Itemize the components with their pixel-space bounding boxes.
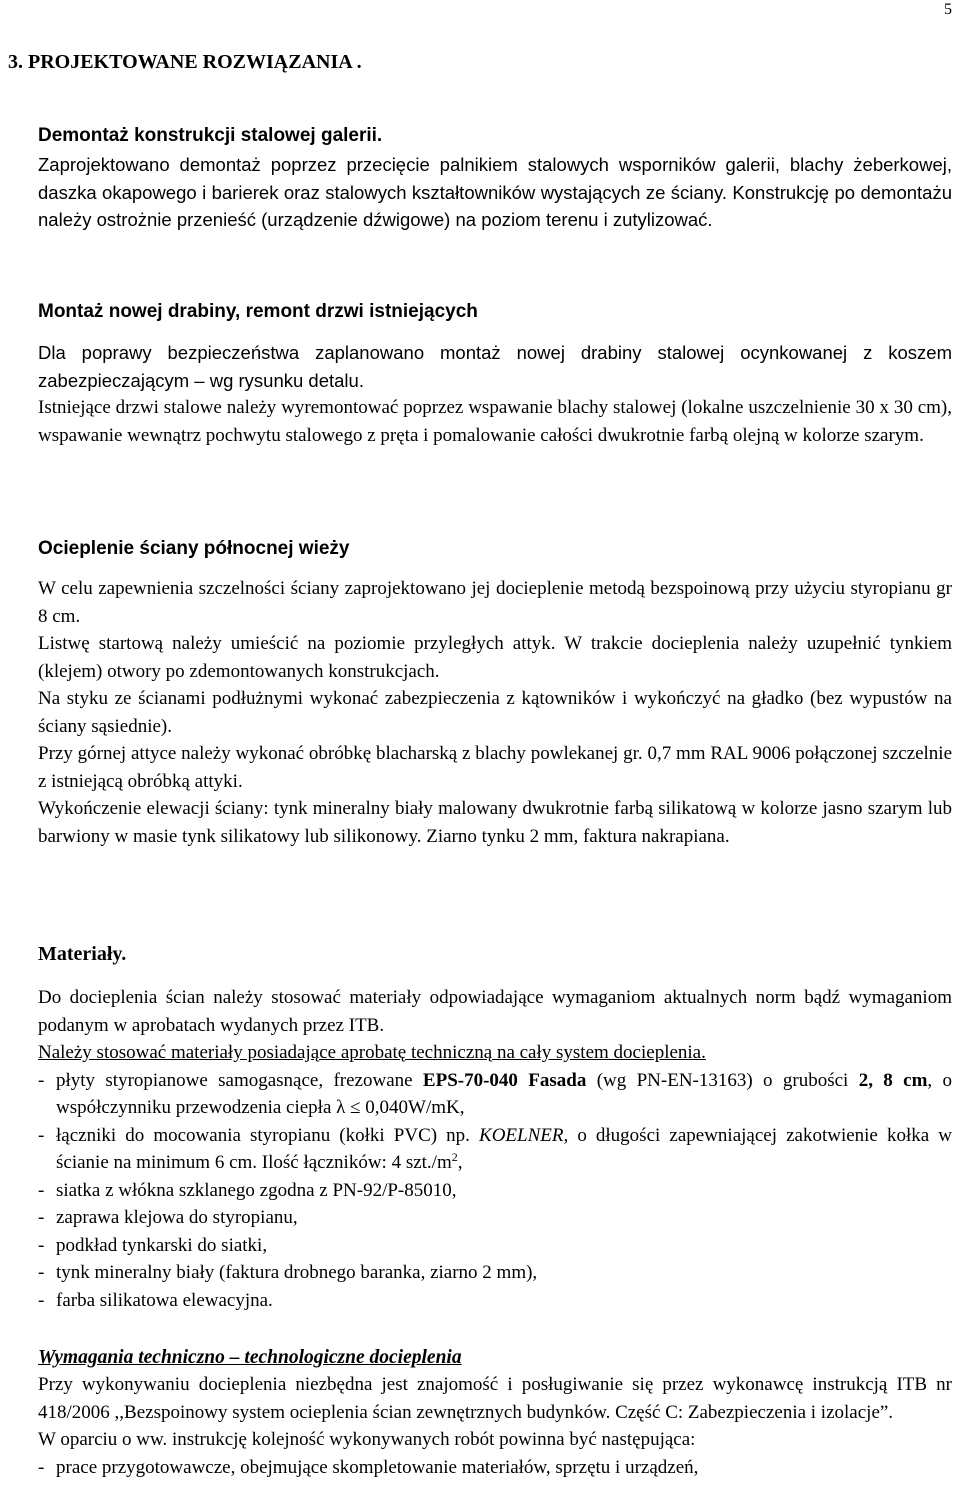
paragraph-materialy-1: Do docieplenia ścian należy stosować materiały odpowiadające wymaganiom aktualnych norm bądź wymaganiom podanym w aprobatach wydanych przez ITB. xyxy=(38,987,952,1036)
list-item: - tynk mineralny biały (faktura drobnego baranka, ziarno 2 mm), xyxy=(38,1259,952,1287)
section-drabina xyxy=(38,300,952,449)
paragraph-wymagania-2: W oparciu o ww. instrukcję kolejność wykonywanych robót powinna być następująca: xyxy=(38,1429,696,1450)
paragraph-drabina: Dla poprawy bezpieczeństwa zaplanowano montaż nowej drabiny stalowej ocynkowanej z koszem zabezpieczającym – wg rysunku detalu. xyxy=(38,342,952,391)
heading-wymagania: Wymagania techniczno – technologiczne docieplenia xyxy=(38,1347,462,1368)
paragraph-ocieplenie-2: Listwę startową należy umieścić na poziomie przyległych attyk. W trakcie docieplenia należy uzupełnić tynkiem (klejem) otwory po zdemontowanych konstrukcjach. xyxy=(38,633,952,682)
list-item: - siatka z włókna szklanego zgodna z PN-92/P-85010, xyxy=(38,1177,952,1205)
section-wymagania xyxy=(38,1345,952,1481)
paragraph-wymagania-1: Przy wykonywaniu docieplenia niezbędna jest znajomość i posługiwanie się przez wykonawcę instrukcją ITB nr 418/2006 ,,Bezspoinowy system ocieplenia ścian zewnętrznych budynków. Część C: Zabezpieczenia i izolacje”. xyxy=(38,1374,952,1423)
section-demontaz xyxy=(38,120,952,234)
materials-list xyxy=(38,1067,952,1315)
paragraph-ocieplenie-5: Wykończenie elewacji ściany: tynk mineralny biały malowany dwukrotnie farbą silikatową w kolorze jasno szarym lub barwiony w masie tynk silikatowy lub silikonowy. Ziarno tynku 2 mm, faktura nakrapiana. xyxy=(38,798,952,847)
list-item: - farba silikatowa elewacyjna. xyxy=(38,1287,952,1315)
heading-materialy: Materiały. xyxy=(38,943,127,965)
paragraph-demontaz: Zaprojektowano demontaż poprzez przecięcie palnikiem stalowych wsporników galerii, blachy żeberkowej, daszka okapowego i barierek oraz stalowych kształtowników wystających ze ściany. Konstrukcję po demontażu należy ostrożnie przenieść (urządzenie dźwigowe) na poziom terenu i zutylizować. xyxy=(38,154,952,230)
heading-demontaz: Demontaż konstrukcji stalowej galerii. xyxy=(38,125,383,146)
page-number: 5 xyxy=(944,1,952,18)
paragraph-ocieplenie-4: Przy górnej attyce należy wykonać obróbkę blacharską z blachy powlekanej gr. 0,7 mm RAL 9006 połączonej szczelnie z istniejącą obróbką attyki. xyxy=(38,743,952,792)
requirements-list xyxy=(38,1454,952,1482)
paragraph-drzwi: Istniejące drzwi stalowe należy wyremontować poprzez wspawanie blachy stalowej (lokalne uszczelnienie 30 x 30 cm), wspawanie wewnątrz pochwytu stalowego z pręta i pomalowanie całości dwukrotnie farbą olejną w kolorze szarym. xyxy=(38,397,952,446)
paragraph-materialy-2: Należy stosować materiały posiadające aprobatę techniczną na cały system docieplenia. xyxy=(38,1042,706,1063)
paragraph-ocieplenie-3: Na styku ze ścianami podłużnymi wykonać zabezpieczenia z kątowników i wykończyć na gładko (bez wypustów na ściany sąsiednie). xyxy=(38,688,952,737)
list-item: - zaprawa klejowa do styropianu, xyxy=(38,1204,952,1232)
list-item: - płyty styropianowe samogasnące, frezowane EPS-70-040 Fasada (wg PN-EN-13163) o grubości 2, 8 cm, o współczynniku przewodzenia ciepła λ ≤ 0,040W/mK, xyxy=(38,1067,952,1122)
section-materialy xyxy=(38,942,952,1314)
section-title: 3. PROJEKTOWANE ROZWIĄZANIA . xyxy=(8,51,362,73)
list-item: - prace przygotowawcze, obejmujące skompletowanie materiałów, sprzętu i urządzeń, xyxy=(38,1454,952,1482)
heading-ocieplenie: Ocieplenie ściany północnej wieży xyxy=(38,538,350,559)
paragraph-ocieplenie-1: W celu zapewnienia szczelności ściany zaprojektowano jej docieplenie metodą bezspoinową przy użyciu styropianu gr 8 cm. xyxy=(38,578,952,627)
list-item: - podkład tynkarski do siatki, xyxy=(38,1232,952,1260)
list-item: - łączniki do mocowania styropianu (kołki PVC) np. KOELNER, o długości zapewniającej zakotwienie kołka w ścianie na minimum 6 cm. Ilość łączników: 4 $szt./m^2$, xyxy=(38,1122,952,1177)
section-ocieplenie xyxy=(38,537,952,850)
heading-drabina: Montaż nowej drabiny, remont drzwi istniejących xyxy=(38,301,478,322)
